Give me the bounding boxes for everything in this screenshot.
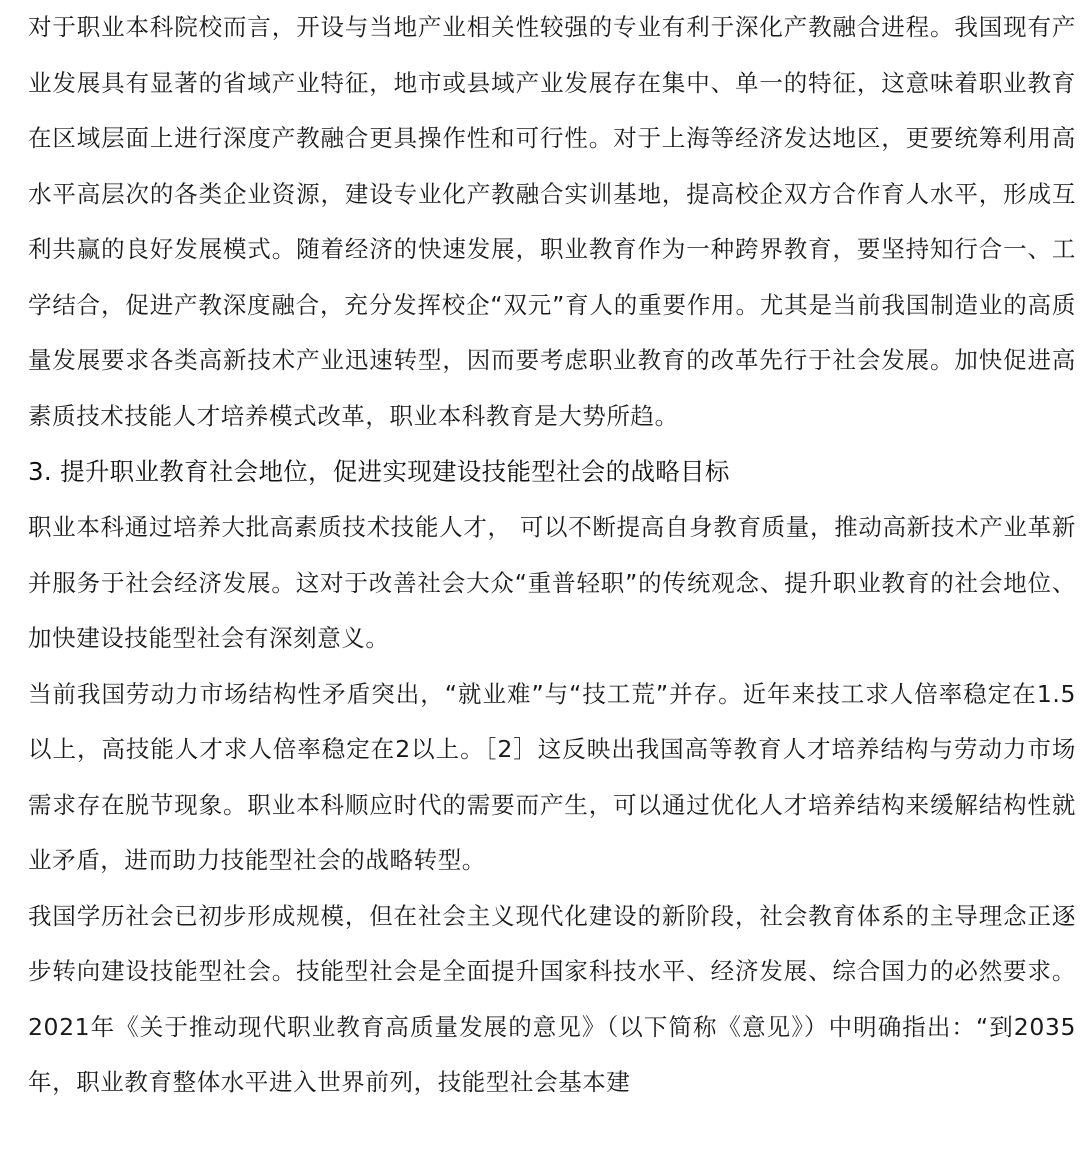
paragraph: 我国学历社会已初步形成规模，但在社会主义现代化建设的新阶段，社会教育体系的主导理念正逐步转向建设技能型社会。技能型社会是全面提升国家科技水平、经济发展、综合国力的必然要求。2021年《关于推动现代职业教育高质量发展的意见》（以下简称《意见》）中明确指出：“到2035年，职业教育整体水平进入世界前列，技能型社会基本建 <box>28 901 1076 1096</box>
section-heading: 3. 提升职业教育社会地位，促进实现建设技能型社会的战略目标 <box>28 457 730 486</box>
paragraph: 对于职业本科院校而言，开设与当地产业相关性较强的专业有利于深化产教融合进程。我国现有产业发展具有显著的省域产业特征，地市或县域产业发展存在集中、单一的特征，这意味着职业教育在区域层面上进行深度产教融合更具操作性和可行性。对于上海等经济发达地区，更要统筹利用高水平高层次的各类企业资源，建设专业化产教融合实训基地，提高校企双方合作育人水平，形成互利共赢的良好发展模式。随着经济的快速发展，职业教育作为一种跨界教育，要坚持知行合一、工学结合，促进产教深度融合，充分发挥校企“双元”育人的重要作用。尤其是当前我国制造业的高质量发展要求各类高新技术产业迅速转型，因而要考虑职业教育的改革先行于社会发展。加快促进高素质技术技能人才培养模式改革，职业本科教育是大势所趋。 <box>28 13 1076 430</box>
document-page <box>28 0 1076 1111</box>
paragraph: 当前我国劳动力市场结构性矛盾突出，“就业难”与“技工荒”并存。近年来技工求人倍率稳定在1.5以上，高技能人才求人倍率稳定在2以上。［2］这反映出我国高等教育人才培养结构与劳动力市场需求存在脱节现象。职业本科顺应时代的需要而产生，可以通过优化人才培养结构来缓解结构性就业矛盾，进而助力技能型社会的战略转型。 <box>28 679 1076 874</box>
paragraph: 职业本科通过培养大批高素质技术技能人才， 可以不断提高自身教育质量，推动高新技术产业革新并服务于社会经济发展。这对于改善社会大众“重普轻职”的传统观念、提升职业教育的社会地位、加快建设技能型社会有深刻意义。 <box>28 513 1076 652</box>
